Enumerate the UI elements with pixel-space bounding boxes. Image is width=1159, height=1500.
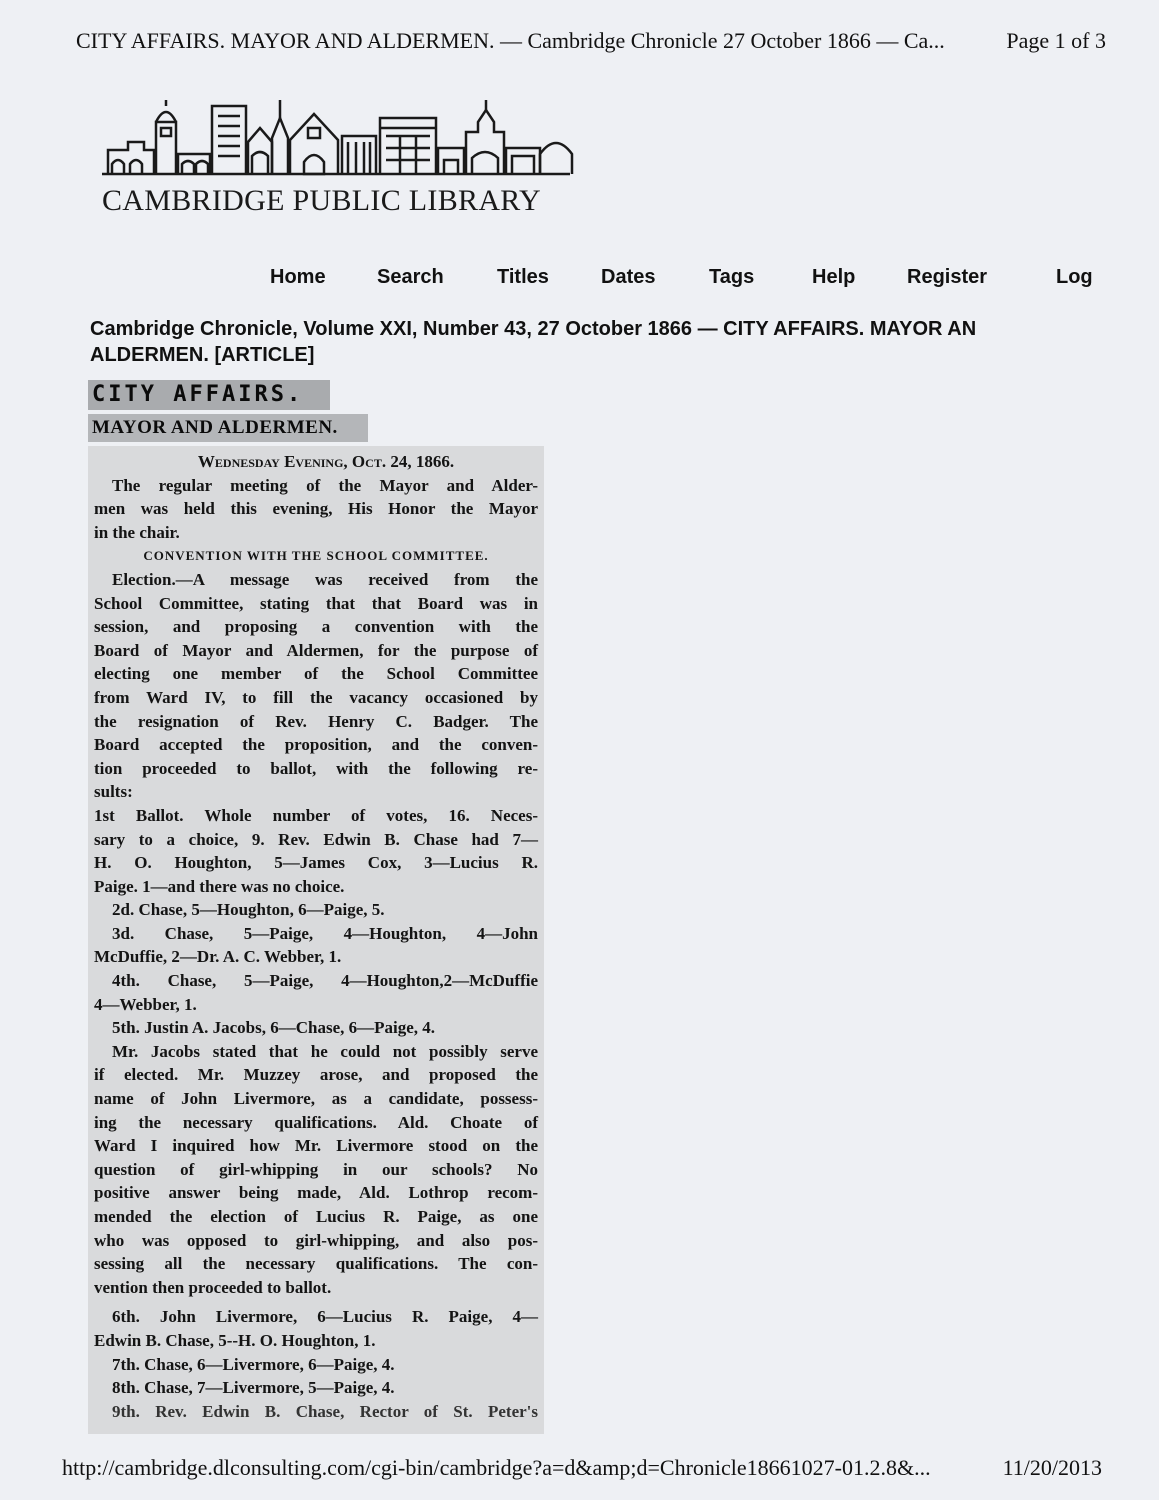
article-line: CONVENTION WITH THE SCHOOL COMMITTEE. bbox=[143, 548, 489, 564]
nav-dates[interactable]: Dates bbox=[601, 266, 656, 288]
article-line: Ward I inquired how Mr. Livermore stood on the bbox=[94, 1136, 538, 1156]
article-line: question of girl-whipping in our schools? No bbox=[94, 1159, 538, 1179]
print-footer bbox=[62, 1455, 1102, 1481]
article-line: 6th. John Livermore, 6—Lucius R. Paige, 4— bbox=[112, 1307, 538, 1327]
article-line: if elected. Mr. Muzzey arose, and proposed the bbox=[94, 1065, 538, 1085]
article-line: men was held this evening, His Honor the Mayor bbox=[94, 499, 538, 519]
print-header-page: Page 1 of 3 bbox=[1006, 28, 1106, 53]
article-line: 2d. Chase, 5—Houghton, 6—Paige, 5. bbox=[112, 900, 385, 920]
article-line: ing the necessary qualifications. Ald. Choate of bbox=[94, 1112, 538, 1132]
article-line: The regular meeting of the Mayor and Alder- bbox=[112, 475, 538, 495]
print-header bbox=[76, 28, 1106, 54]
nav-tags[interactable]: Tags bbox=[709, 266, 755, 288]
article-heading: CITY AFFAIRS. bbox=[88, 380, 330, 410]
nav-register[interactable]: Register bbox=[907, 266, 988, 288]
article-line: Board accepted the proposition, and the conven- bbox=[94, 735, 538, 755]
article-title-line-1: Cambridge Chronicle, Volume XXI, Number 43, 27 October 1866 — CITY AFFAIRS. MAYOR AN bbox=[90, 318, 977, 340]
article-line: 1st Ballot. Whole number of votes, 16. Neces- bbox=[94, 805, 538, 825]
article-line: from Ward IV, to fill the vacancy occasioned by bbox=[94, 687, 538, 707]
article-line: Board of Mayor and Aldermen, for the purpose of bbox=[94, 640, 538, 660]
article-line: the resignation of Rev. Henry C. Badger. The bbox=[94, 711, 538, 731]
article-line: 4—Webber, 1. bbox=[94, 994, 197, 1014]
article-line: Paige. 1—and there was no choice. bbox=[94, 876, 345, 896]
main-nav bbox=[270, 266, 1100, 294]
article-line: sary to a choice, 9. Rev. Edwin B. Chase had 7— bbox=[94, 829, 538, 849]
article-title-line-2: ALDERMEN. [ARTICLE] bbox=[90, 344, 315, 366]
article-line: positive answer being made, Ald. Lothrop recom- bbox=[94, 1183, 538, 1203]
article-line: electing one member of the School Committee bbox=[94, 664, 538, 684]
nav-home[interactable]: Home bbox=[270, 266, 326, 288]
article-line: Mr. Jacobs stated that he could not possibly serve bbox=[112, 1041, 538, 1061]
article-line: 8th. Chase, 7—Livermore, 5—Paige, 4. bbox=[112, 1378, 395, 1398]
newspaper-column-scan bbox=[88, 446, 544, 1434]
print-header-title: CITY AFFAIRS. MAYOR AND ALDERMEN. — Cambridge Chronicle 27 October 1866 — Ca... bbox=[76, 28, 945, 53]
article-line: who was opposed to girl-whipping, and also pos- bbox=[94, 1230, 538, 1250]
article-line: vention then proceeded to ballot. bbox=[94, 1277, 332, 1297]
article-line: sults: bbox=[94, 782, 133, 802]
article-line: 9th. Rev. Edwin B. Chase, Rector of St. Peter's bbox=[112, 1401, 538, 1421]
nav-search[interactable]: Search bbox=[377, 266, 444, 288]
city-skyline-logo-icon bbox=[100, 98, 580, 182]
article-subheading: MAYOR AND ALDERMEN. bbox=[88, 414, 368, 442]
nav-login[interactable]: Log bbox=[1056, 266, 1093, 288]
article-line: 4th. Chase, 5—Paige, 4—Houghton,2—McDuffie bbox=[112, 971, 538, 991]
article-line: School Committee, stating that that Board was in bbox=[94, 593, 538, 613]
article-line: McDuffie, 2—Dr. A. C. Webber, 1. bbox=[94, 947, 342, 967]
article-line: Edwin B. Chase, 5--H. O. Houghton, 1. bbox=[94, 1330, 376, 1350]
article-line: session, and proposing a convention with the bbox=[94, 617, 538, 637]
article-line: sessing all the necessary qualifications. The con- bbox=[94, 1254, 538, 1274]
article-line: in the chair. bbox=[94, 522, 180, 542]
print-footer-url: http://cambridge.dlconsulting.com/cgi-bin/cambridge?a=d&amp;d=Chronicle18661027-01.2.8&... bbox=[62, 1455, 931, 1480]
article-line: tion proceeded to ballot, with the following re- bbox=[94, 758, 538, 778]
article-line: Wednesday Evening, Oct. 24, 1866. bbox=[197, 452, 455, 471]
article-line: mended the election of Lucius R. Paige, as one bbox=[94, 1207, 538, 1226]
nav-help[interactable]: Help bbox=[812, 266, 856, 288]
article-line: 7th. Chase, 6—Livermore, 6—Paige, 4. bbox=[112, 1354, 395, 1374]
article-line: 3d. Chase, 5—Paige, 4—Houghton, 4—John bbox=[112, 923, 538, 943]
article-line: name of John Livermore, as a candidate, possess- bbox=[94, 1089, 538, 1109]
article-title bbox=[90, 316, 1100, 368]
article-line: Election.—A message was received from the bbox=[112, 569, 538, 589]
library-logo[interactable] bbox=[100, 98, 590, 228]
article-line: H. O. Houghton, 5—James Cox, 3—Lucius R. bbox=[94, 853, 538, 873]
article-line: 5th. Justin A. Jacobs, 6—Chase, 6—Paige, 4. bbox=[112, 1018, 436, 1038]
nav-titles[interactable]: Titles bbox=[497, 266, 549, 288]
print-footer-date: 11/20/2013 bbox=[1002, 1455, 1102, 1480]
library-name: CAMBRIDGE PUBLIC LIBRARY bbox=[102, 184, 541, 217]
